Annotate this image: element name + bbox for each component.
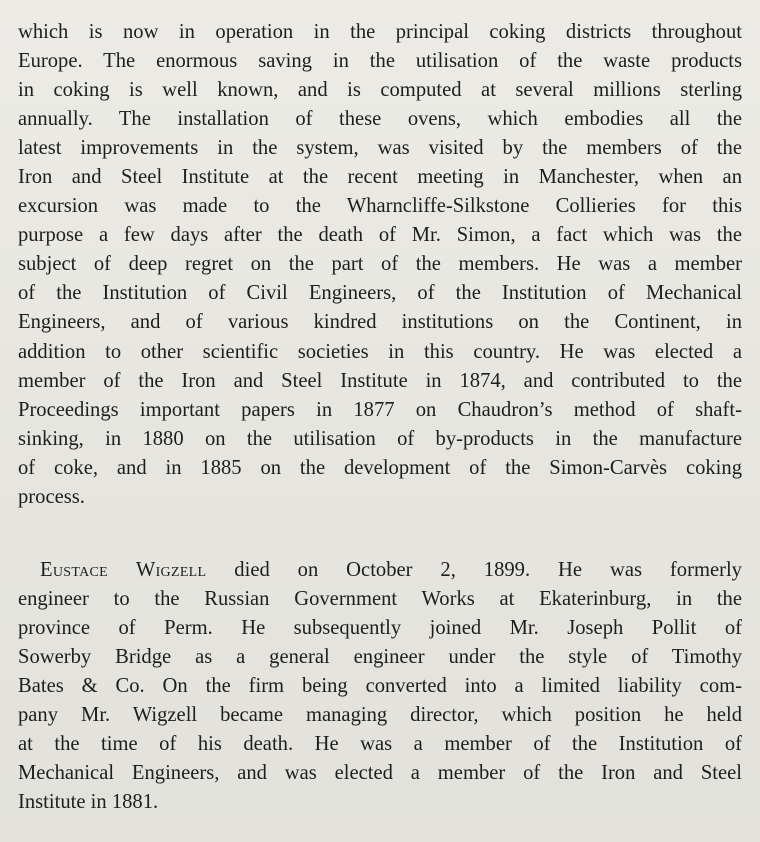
text-line: engineer to the Russian Government Works at Ekaterinburg, in the [18,587,742,610]
text-line: subject of deep regret on the part of the members. He was a member [18,253,742,276]
text-line: which is now in operation in the principal coking districts throughout [18,21,742,43]
text-line: excursion was made to the Wharncliffe-Silkstone Collieries for this [18,195,742,218]
paragraph-spacer [18,512,742,556]
person-name: Eustace Wigzell [40,558,207,581]
text-line: province of Perm. He subsequently joined Mr. Joseph Pollit of [18,616,742,639]
text-line: in coking is well known, and is computed at several millions sterling [18,79,742,102]
obituary-paragraph-wigzell [18,556,742,817]
text-line: member of the Iron and Steel Institute in 1874, and contributed to the [18,369,742,392]
text-line: Mechanical Engineers, and was elected a member of the Iron and Steel [18,762,742,785]
text-line: pany Mr. Wigzell became managing director, which position he held [18,704,742,727]
obituary-paragraph-simon [18,18,742,512]
text-line: of coke, and in 1885 on the development of the Simon-Carvès coking [18,456,742,479]
text-line: Engineers, and of various kindred institutions on the Continent, in [18,311,742,334]
text-line: process. [18,485,85,508]
text-line: Proceedings important papers in 1877 on Chaudron’s method of shaft- [18,398,742,421]
text-line: Iron and Steel Institute at the recent meeting in Manchester, when an [18,166,742,189]
text-line: Europe. The enormous saving in the utilisation of the waste products [18,50,742,73]
text-line: Sowerby Bridge as a general engineer under the style of Timothy [18,645,742,668]
text-line: purpose a few days after the death of Mr. Simon, a fact which was the [18,224,742,247]
text-line: Bates & Co. On the firm being converted into a limited liability com- [18,674,742,697]
text-line: latest improvements in the system, was visited by the members of the [18,137,742,160]
text-line: of the Institution of Civil Engineers, of the Institution of Mechanical [18,282,742,305]
text-line: annually. The installation of these ovens, which embodies all the [18,108,742,131]
text-line [18,556,742,585]
text-line: at the time of his death. He was a member of the Institution of [18,733,742,756]
text-line: Institute in 1881. [18,791,159,814]
text-line: sinking, in 1880 on the utilisation of by-products in the manufacture [18,427,742,450]
text-line: addition to other scientific societies in this country. He was elected a [18,340,742,363]
text-fragment: died on October 2, 1899. He was formerly [234,558,742,581]
